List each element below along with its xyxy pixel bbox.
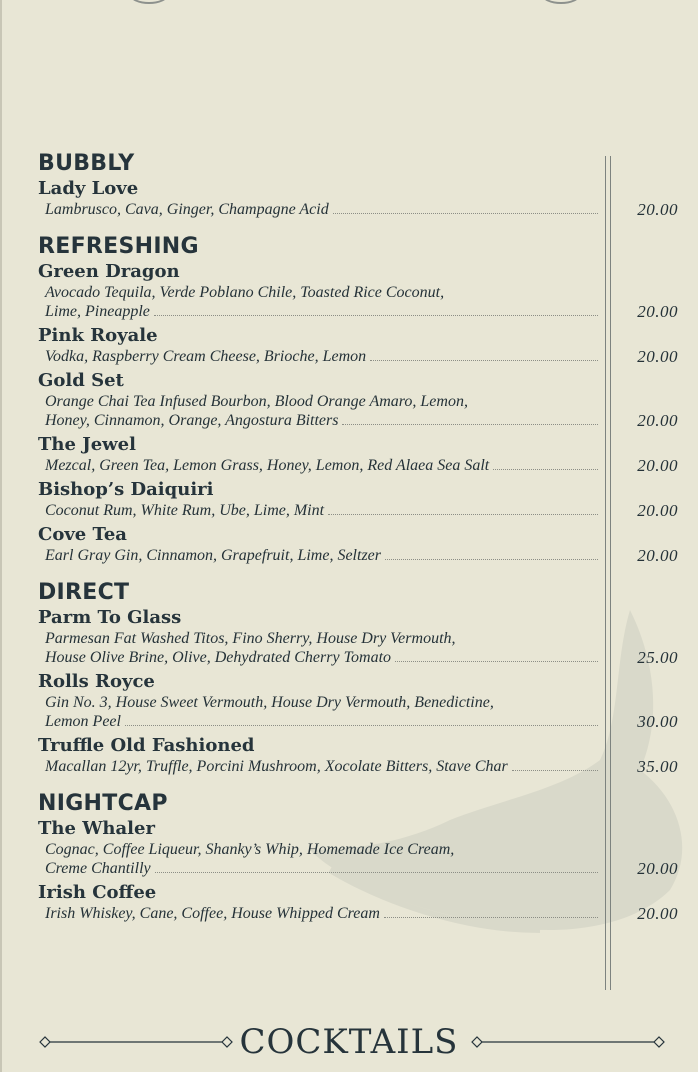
item-price: 20.00 [637,411,678,430]
item-description-line: Avocado Tequila, Verde Poblano Chile, Toasted Rice Coconut, [45,284,445,301]
item-name: Parm To Glass [38,607,182,628]
item-description [38,347,600,366]
diamond-line-ornament-icon [470,1036,666,1048]
item-description-line: Cognac, Coffee Liqueur, Shanky’s Whip, Homemade Ice Cream, [45,841,455,858]
item-price: 20.00 [637,456,678,475]
item-description [38,392,600,430]
menu-item [38,607,678,667]
menu-section [38,790,678,923]
item-name: Gold Set [38,370,124,391]
item-name: Lady Love [38,178,139,199]
item-price: 20.00 [637,904,678,923]
page-edge [0,0,2,1072]
item-description [38,456,600,475]
item-name: The Jewel [38,434,136,455]
cocktail-menu [38,150,678,937]
dot-leader [155,872,598,873]
item-price: 20.00 [637,501,678,520]
item-description-line: Creme Chantilly [45,860,151,877]
item-description-line: Vodka, Raspberry Cream Cheese, Brioche, Lemon [45,348,367,365]
dot-leader [385,559,598,560]
section-title: REFRESHING [38,234,199,259]
item-description-line: Parmesan Fat Washed Titos, Fino Sherry, House Dry Vermouth, [45,630,456,647]
item-description-line: Coconut Rum, White Rum, Ube, Lime, Mint [45,502,325,519]
top-ornament-arc-left [130,0,168,4]
item-description-line: Orange Chai Tea Infused Bourbon, Blood Orange Amaro, Lemon, [45,393,468,410]
item-description [38,546,600,565]
item-description-line: House Olive Brine, Olive, Dehydrated Cherry Tomato [45,649,392,666]
dot-leader [493,469,598,470]
item-description [38,283,600,321]
footer-title: COCKTAILS [239,1022,459,1062]
menu-item [38,735,678,776]
item-name: Rolls Royce [38,671,155,692]
item-description-line: Macallan 12yr, Truffle, Porcini Mushroom, Xocolate Bitters, Stave Char [45,758,508,775]
item-description [38,629,600,667]
item-price: 35.00 [637,757,678,776]
item-description-line: Lemon Peel [45,713,121,730]
item-name: Irish Coffee [38,882,157,903]
item-description [38,501,600,520]
section-title: BUBBLY [38,151,135,176]
item-description-line: Mezcal, Green Tea, Lemon Grass, Honey, Lemon, Red Alaea Sea Salt [45,457,490,474]
item-description [38,840,600,878]
item-name: The Whaler [38,818,155,839]
item-description [38,904,600,923]
menu-item [38,261,678,321]
menu-section [38,150,678,219]
menu-item [38,479,678,520]
menu-item [38,370,678,430]
item-price: 20.00 [637,859,678,878]
section-title: DIRECT [38,580,130,605]
dot-leader [370,360,598,361]
item-price: 20.00 [637,347,678,366]
item-name: Bishop’s Daiquiri [38,479,214,500]
dot-leader [333,213,598,214]
section-title: NIGHTCAP [38,791,168,816]
item-description-line: Honey, Cinnamon, Orange, Angostura Bitters [45,412,339,429]
top-ornament-arc-right [542,0,580,4]
dot-leader [384,917,598,918]
item-description-line: Gin No. 3, House Sweet Vermouth, House Dry Vermouth, Benedictine, [45,694,494,711]
item-price: 30.00 [637,712,678,731]
menu-item [38,671,678,731]
item-description [38,757,600,776]
menu-item [38,178,678,219]
menu-section [38,233,678,565]
menu-item [38,882,678,923]
item-description [38,200,600,219]
item-price: 20.00 [637,302,678,321]
menu-item [38,818,678,878]
item-description-line: Lime, Pineapple [45,303,150,320]
footer [0,1010,698,1072]
item-price: 25.00 [637,648,678,667]
dot-leader [512,770,598,771]
menu-item [38,434,678,475]
dot-leader [342,424,598,425]
item-description-line: Lambrusco, Cava, Ginger, Champagne Acid [45,201,329,218]
dot-leader [125,725,598,726]
dot-leader [154,315,598,316]
item-price: 20.00 [637,546,678,565]
item-description [38,693,600,731]
dot-leader [395,661,598,662]
menu-item [38,524,678,565]
menu-section [38,579,678,776]
menu-item [38,325,678,366]
item-name: Cove Tea [38,524,127,545]
item-name: Pink Royale [38,325,158,346]
item-description-line: Earl Gray Gin, Cinnamon, Grapefruit, Lime, Seltzer [45,547,381,564]
item-price: 20.00 [637,200,678,219]
dot-leader [328,514,598,515]
item-name: Green Dragon [38,261,180,282]
item-description-line: Irish Whiskey, Cane, Coffee, House Whipped Cream [45,905,380,922]
item-name: Truffle Old Fashioned [38,735,255,756]
